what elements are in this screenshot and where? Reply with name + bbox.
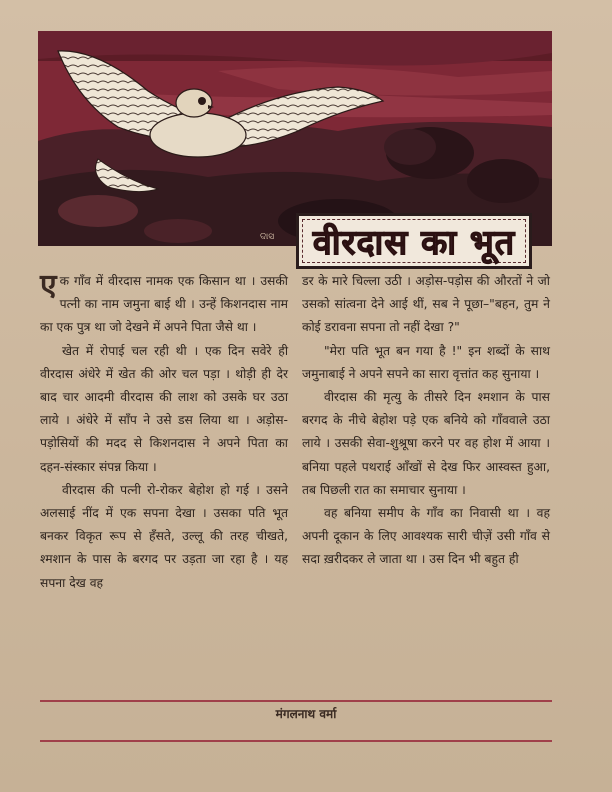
artist-signature: ଦାସ xyxy=(260,232,275,242)
paragraph: खेत में रोपाई चल रही थी । एक दिन सवेरे ही वीरदास अंधेरे में खेत की ओर चल पड़ा । थोड़ी ही देर बाद चार आदमी वीरदास की लाश को उसके घर उठा लाये । अंधेरे में साँप ने उसे डस लिया था । अड़ोस-पड़ोसियों की मदद से किशनदास ने अपने पिता का दहन-संस्कार संपन्न किया । xyxy=(40,343,288,474)
paragraph: वीरदास की पत्नी रो-रोकर बेहोश हो गई । उसने अलसाई नींद में एक सपना देखा । उसका पति भूत बनकर विकृत रूप से हँसते, उल्लू की तरह चीखते, श्मशान के पास के बरगद पर उड़ता जा रहा है । यह सपना देख वह xyxy=(40,482,288,590)
story-title: वीरदास का भूत xyxy=(312,223,516,263)
paragraph: वह बनिया समीप के गाँव का निवासी था । वह अपनी दूकान के लिए आवश्यक सारी चीज़ें उसी गाँव से सदा ख़रीदकर ले जाता था । उस दिन भी बहुत ही xyxy=(302,506,550,567)
author-name: मंगलनाथ वर्मा xyxy=(275,707,337,721)
owl-head xyxy=(176,89,212,117)
right-column xyxy=(302,270,550,572)
author-rule-top xyxy=(40,700,552,702)
paragraph: "मेरा पति भूत बन गया है !" इन शब्दों के साथ जमुनाबाई ने अपने सपने का सारा वृत्तांत कह सुनाया । xyxy=(302,343,550,381)
story-title-box xyxy=(296,213,532,269)
owl-body xyxy=(150,113,246,157)
left-column xyxy=(40,270,288,595)
paragraph xyxy=(40,270,288,340)
drop-cap: ए xyxy=(40,268,57,303)
paragraph-text: क गाँव में वीरदास नामक एक किसान था । उसकी पत्नी का नाम जमुना बाई थी । उन्हें किशनदास नाम का एक पुत्र था जो देखने में अपने पिता जैसे था । xyxy=(40,274,288,335)
paragraph: वीरदास की मृत्यु के तीसरे दिन श्मशान के पास बरगद के नीचे बेहोश पड़े एक बनिये को गाँववाले उठा लाये । उसकी सेवा-शुश्रूषा करने पर वह होश में आया । बनिया पहले पथराई आँखों से देख फिर आस्वस्त हुआ, तब पिछली रात का समाचार सुनाया । xyxy=(302,390,550,497)
author-rule-bottom xyxy=(40,740,552,742)
paragraph: डर के मारे चिल्ला उठी । अड़ोस-पड़ोस की औरतों ने जो उसको सांत्वना देने आई थीं, सब ने पूछा–"बहन, तुम ने कोई डरावना सपना तो नहीं देखा ?" xyxy=(302,274,550,335)
